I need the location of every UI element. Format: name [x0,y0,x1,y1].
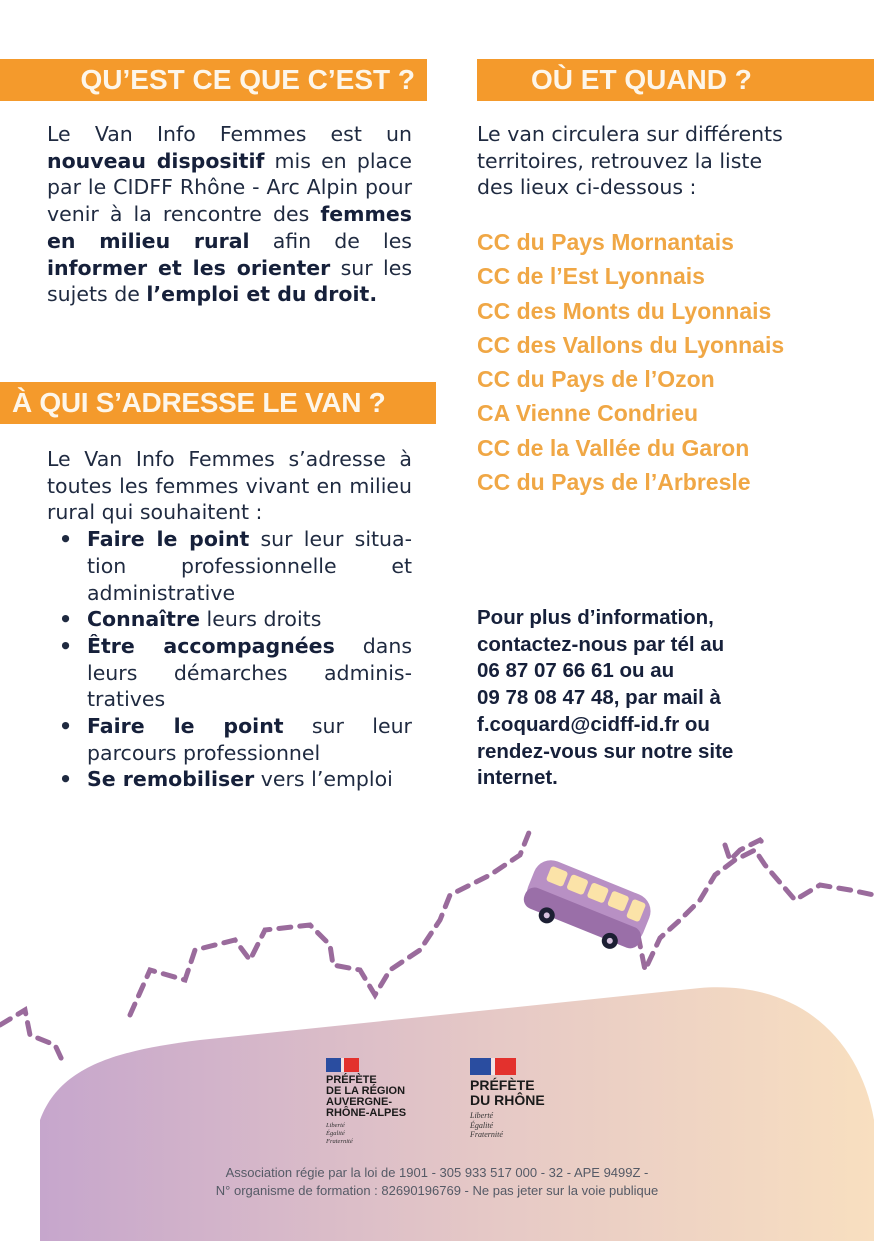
heading-where-when: OÙ ET QUAND ? [477,59,874,101]
intro-bold: informer et les orienter [47,255,331,280]
contact-line: rendez-vous sur notre site [477,739,734,763]
bullet-bold: Faire le point [87,714,284,739]
bullet-text: vers l’emploi [254,767,393,792]
intro-text: Le Van Info Femmes est un [47,122,412,146]
audience-section [47,446,412,793]
audience-intro: Le Van Info Femmes s’adresse à toutes les femmes vivant en milieu rural qui souhaitent : [47,447,412,525]
bullet-bold: Connaître [87,607,200,632]
list-item [47,633,412,713]
place-item: CA Vienne Condrieu [477,400,699,427]
bullet-text: sur leur parcours professionnel [87,714,412,765]
french-flag-icon [326,1058,406,1072]
place-item: CC des Monts du Lyonnais [477,297,772,324]
list-item [47,766,412,793]
bullet-text: dans leurs démarches adminis-tratives [87,633,412,712]
list-item [47,526,412,606]
where-intro-line: territoires, retrouvez la liste [477,148,763,173]
intro-bold: nouveau dispositif [47,148,265,173]
place-item: CC de la Vallée du Garon [477,434,750,461]
intro-bold: l’emploi et du droit. [146,282,378,307]
logo-region-motto: Liberté Égalité Fraternité [326,1122,353,1145]
place-item: CC du Pays de l’Arbresle [477,469,751,496]
place-item: CC du Pays Mornantais [477,229,734,255]
intro-text: mis en place par le CIDFF Rhône - Arc Alpin pour venir à la rencontre des [47,148,412,227]
where-intro-line: Le van circulera sur différents [477,122,783,146]
intro-text: sur les sujets de [47,255,412,307]
intro-bold: femmes en milieu rural [47,202,412,253]
intro-text: afin de les [249,228,412,253]
french-flag-icon [470,1058,545,1075]
contact-phone-2: 09 78 08 47 48, par mail à [477,686,721,710]
place-item: CC des Vallons du Lyonnais [477,331,785,358]
contact-info [477,605,837,792]
logo-rhone-title: PRÉFÈTE DU RHÔNE [470,1077,545,1108]
bullet-text: leurs droits [200,607,322,632]
contact-phone-1: 06 87 07 66 61 ou au [477,659,675,683]
place-item: CC de l’Est Lyonnais [477,263,705,290]
bullet-bold: Faire le point [87,527,250,552]
contact-line: Pour plus d’information, [477,606,714,629]
audience-list [47,526,412,793]
where-intro-line: des lieux ci-dessous : [477,175,697,200]
bullet-text: sur leur situa-tion professionnelle et administrative [87,527,413,605]
bullet-bold: Se remobiliser [87,767,255,792]
logo-prefete-rhone [470,1058,545,1140]
contact-email: f.coquard@cidff-id.fr ou [477,712,710,736]
heading-what-is-it: QU’EST CE QUE C’EST ? [0,59,427,101]
van-icon [518,855,656,959]
logo-region-title: PRÉFÈTE DE LA RÉGION AUVERGNE- RHÔNE-ALPES [326,1074,407,1119]
list-item [47,713,412,766]
place-item: CC du Pays de l’Ozon [477,366,715,393]
places-list [477,225,867,499]
footer-logos [326,1058,586,1148]
intro-paragraph [47,121,412,308]
logo-rhone-motto: Liberté Égalité Fraternité [470,1111,503,1139]
heading-audience: À QUI S’ADRESSE LE VAN ? [0,382,436,424]
list-item [47,606,412,633]
legal-line: N° organisme de formation : 82690196769 - Ne pas jeter sur la voie publique [215,1183,659,1198]
contact-line: internet. [477,766,558,790]
logo-prefete-region [326,1058,406,1146]
bullet-bold: Être accompagnées [87,633,335,658]
where-intro [477,121,847,201]
contact-line: contactez-nous par tél au [477,632,725,656]
legal-line: Association régie par la loi de 1901 - 305 933 517 000 - 32 - APE 9499Z - [225,1165,649,1180]
legal-notice [100,1164,774,1200]
